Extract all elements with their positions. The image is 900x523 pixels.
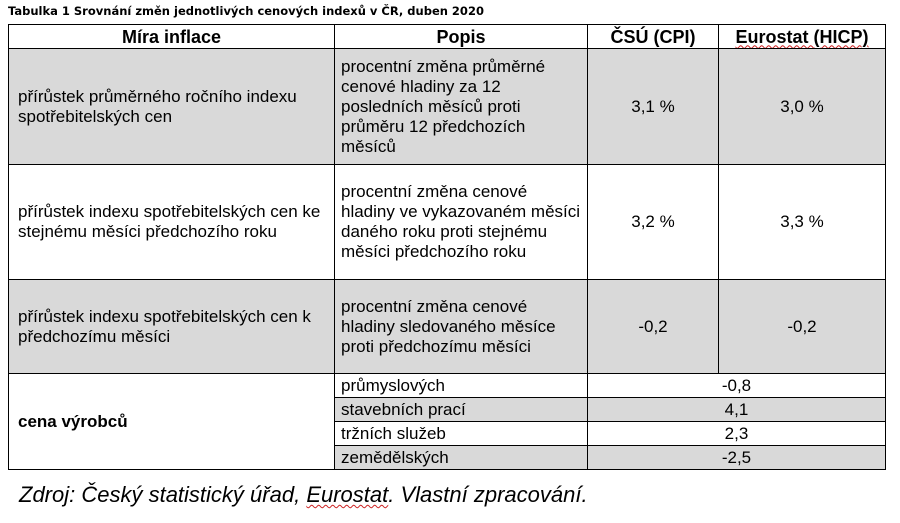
producer-value: -2,5 bbox=[588, 446, 886, 470]
inflation-comparison-table bbox=[8, 24, 886, 470]
table-row bbox=[9, 49, 886, 165]
producer-category: zemědělských bbox=[335, 446, 588, 470]
description-cell: procentní změna cenové hladiny sledovaného měsíce proti předchozímu měsíci bbox=[335, 280, 588, 374]
source-note bbox=[19, 482, 588, 508]
producer-category: stavebních prací bbox=[335, 398, 588, 422]
header-eurostat-label: Eurostat (HICP) bbox=[735, 26, 869, 47]
table-caption: Tabulka 1 Srovnání změn jednotlivých cenových indexů v ČR, duben 2020 bbox=[8, 4, 484, 18]
measure-cell: přírůstek indexu spotřebitelských cen k předchozímu měsíci bbox=[9, 280, 335, 374]
description-cell: procentní změna průměrné cenové hladiny za 12 posledních měsíců proti průměru 12 předchozích měsíců bbox=[335, 49, 588, 165]
producer-category: průmyslových bbox=[335, 374, 588, 398]
header-measure: Míra inflace bbox=[9, 25, 335, 49]
header-description: Popis bbox=[335, 25, 588, 49]
producer-price-label: cena výrobců bbox=[9, 374, 335, 470]
eurostat-value: 3,3 % bbox=[719, 165, 886, 280]
header-row bbox=[9, 25, 886, 49]
eurostat-value: -0,2 bbox=[719, 280, 886, 374]
source-suffix: . Vlastní zpracování. bbox=[388, 482, 588, 507]
producer-value: 2,3 bbox=[588, 422, 886, 446]
producer-value: 4,1 bbox=[588, 398, 886, 422]
header-csu: ČSÚ (CPI) bbox=[588, 25, 719, 49]
producer-value: -0,8 bbox=[588, 374, 886, 398]
source-prefix: Zdroj: Český statistický úřad, bbox=[19, 482, 307, 507]
producer-row-industrial bbox=[9, 374, 886, 398]
measure-cell: přírůstek průměrného ročního indexu spotřebitelských cen bbox=[9, 49, 335, 165]
description-cell: procentní změna cenové hladiny ve vykazovaném měsíci daného roku proti stejnému měsíci předchozího roku bbox=[335, 165, 588, 280]
producer-category: tržních služeb bbox=[335, 422, 588, 446]
table-row bbox=[9, 165, 886, 280]
table-row bbox=[9, 280, 886, 374]
measure-cell: přírůstek indexu spotřebitelských cen ke stejnému měsíci předchozího roku bbox=[9, 165, 335, 280]
source-eurostat: Eurostat bbox=[306, 482, 389, 507]
csu-value: 3,1 % bbox=[588, 49, 719, 165]
csu-value: 3,2 % bbox=[588, 165, 719, 280]
csu-value: -0,2 bbox=[588, 280, 719, 374]
header-eurostat bbox=[719, 25, 886, 49]
eurostat-value: 3,0 % bbox=[719, 49, 886, 165]
